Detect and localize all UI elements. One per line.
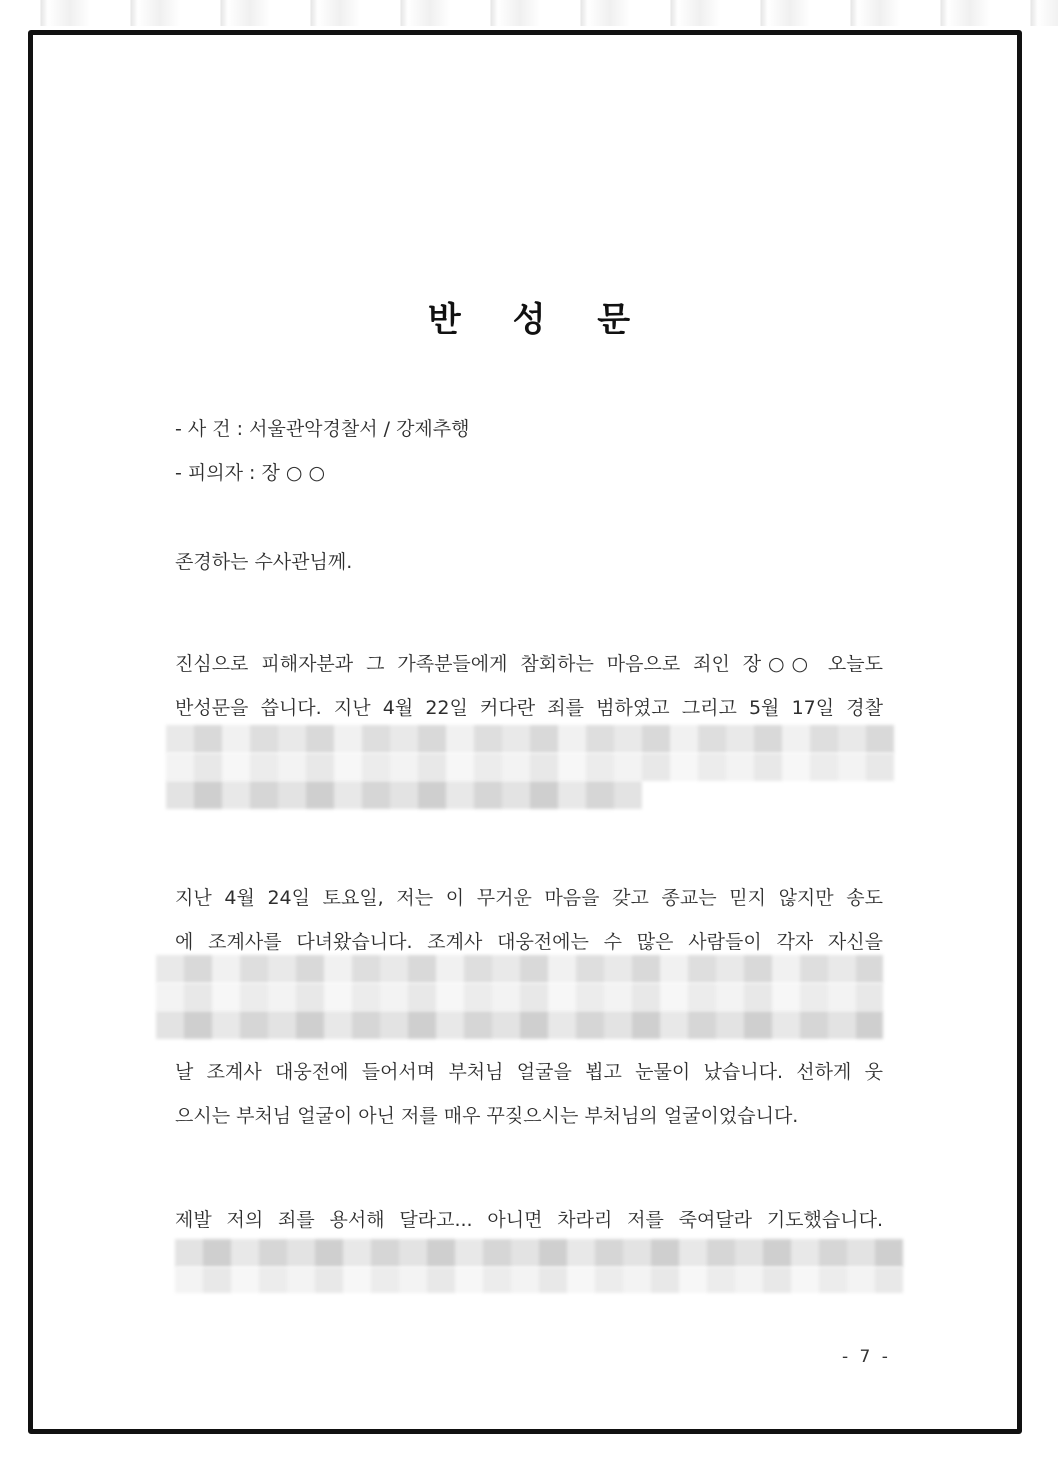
suspect-field: - 피의자 : 장 ○ ○	[175, 462, 326, 484]
paragraph4-line1: 제발 저의 죄를 용서해 달라고... 아니면 차라리 저를 죽여달라 기도했습니다.	[175, 1209, 883, 1231]
paragraph3-line1: 날 조계사 대웅전에 들어서며 부처님 얼굴을 뵙고 눈물이 났습니다. 선하게 웃	[175, 1061, 883, 1083]
paragraph2-line2: 에 조계사를 다녀왔습니다. 조계사 대웅전에는 수 많은 사람들이 각자 자신을	[175, 931, 883, 953]
redacted-line	[156, 955, 883, 983]
redacted-line	[166, 781, 642, 809]
redacted-line	[156, 1011, 883, 1039]
redacted-line	[166, 725, 894, 753]
paragraph3-line2: 으시는 부처님 얼굴이 아닌 저를 매우 꾸짖으시는 부처님의 얼굴이었습니다.	[175, 1105, 799, 1127]
redacted-line	[175, 1239, 903, 1267]
document-title: 반 성 문	[427, 300, 651, 340]
case-field: - 사 건 : 서울관악경찰서 / 강제추행	[175, 418, 470, 440]
redacted-line	[175, 1267, 903, 1293]
redacted-line	[156, 983, 883, 1011]
paragraph1-line1: 진심으로 피해자분과 그 가족분들에게 참회하는 마음으로 죄인 장○○ 오늘도	[175, 653, 883, 675]
scanned-top-edge	[0, 0, 1058, 26]
greeting: 존경하는 수사관님께.	[175, 551, 353, 573]
page-number: - 7 -	[842, 1347, 891, 1367]
paragraph1-line2: 반성문을 씁니다. 지난 4월 22일 커다란 죄를 범하였고 그리고 5월 17일 경찰	[175, 697, 883, 719]
redacted-line	[166, 753, 894, 781]
paragraph2-line1: 지난 4월 24일 토요일, 저는 이 무거운 마음을 갖고 종교는 믿지 않지만 송도	[175, 887, 883, 909]
